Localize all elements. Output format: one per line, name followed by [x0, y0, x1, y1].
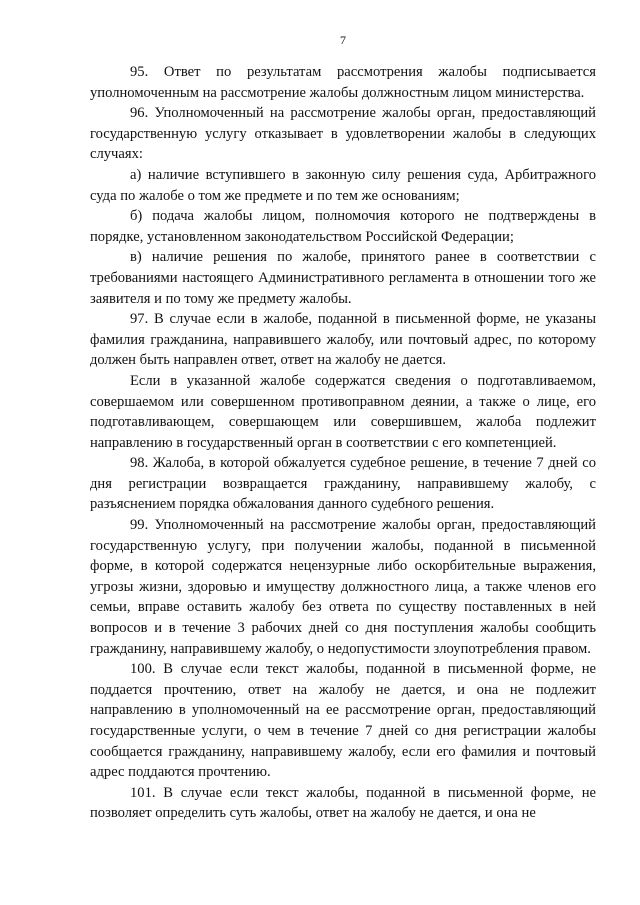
paragraph-100: 100. В случае если текст жалобы, поданной в письменной форме, не поддается прочтению, ответ на жалобу не дается, и она не подлежит направлению в уполномоченный на ее рассмотрение орган, предоставляющий государственные услуги, о чем в течение 7 дней со дня регистрации жалобы сообщается гражданину, направившему жалобу, если его фамилия и почтовый адрес поддаются прочтению. [90, 661, 596, 781]
paragraph-96: 96. Уполномоченный на рассмотрение жалобы орган, предоставляющий государственную услугу отказывает в удовлетворении жалобы в следующих случаях: [90, 105, 596, 163]
paragraph-101: 101. В случае если текст жалобы, поданной в письменной форме, не позволяет определить суть жалобы, ответ на жалобу не дается, и она не [90, 784, 596, 822]
paragraph-97-continued: Если в указанной жалобе содержатся сведения о подготавливаемом, совершаемом или совершенном противоправном деянии, а также о лице, его подготавливающем, совершающем или совершившем, жалоба подлежит направлению в государственный орган в соответствии с его компетенцией. [90, 372, 596, 451]
page-number: 7 [340, 33, 346, 47]
paragraph-96-b: б) подача жалобы лицом, полномочия которого не подтверждены в порядке, установленном законодательством Российской Федерации; [90, 208, 596, 245]
paragraph-99: 99. Уполномоченный на рассмотрение жалобы орган, предоставляющий государственную услугу, при получении жалобы, поданной в письменной форме, в которой содержатся нецензурные либо оскорбительные выражения, угрозы жизни, здоровью и имуществу должностного лица, а также членов его семьи, вправе оставить жалобу без ответа по существу поставленных в ней вопросов и в течение 3 рабочих дней со дня поступления жалобы сообщить гражданину, направившему жалобу, о недопустимости злоупотребления правом. [90, 517, 596, 657]
paragraph-95: 95. Ответ по результатам рассмотрения жалобы подписывается уполномоченным на рассмотрение жалобы должностным лицом министерства. [90, 64, 596, 101]
paragraph-98: 98. Жалоба, в которой обжалуется судебное решение, в течение 7 дней со дня регистрации возвращается гражданину, направившему жалобу, с разъяснением порядка обжалования данного судебного решения. [90, 455, 596, 513]
paragraph-97: 97. В случае если в жалобе, поданной в письменной форме, не указаны фамилия гражданина, направившего жалобу, или почтовый адрес, по которому должен быть направлен ответ, ответ на жалобу не дается. [90, 311, 596, 369]
paragraph-96-a: а) наличие вступившего в законную силу решения суда, Арбитражного суда по жалобе о том же предмете и по тем же основаниям; [90, 166, 596, 204]
paragraph-96-v: в) наличие решения по жалобе, принятого ранее в соответствии с требованиями настоящего Административного регламента в отношении того же заявителя и по тому же предмету жалобы. [90, 249, 596, 307]
